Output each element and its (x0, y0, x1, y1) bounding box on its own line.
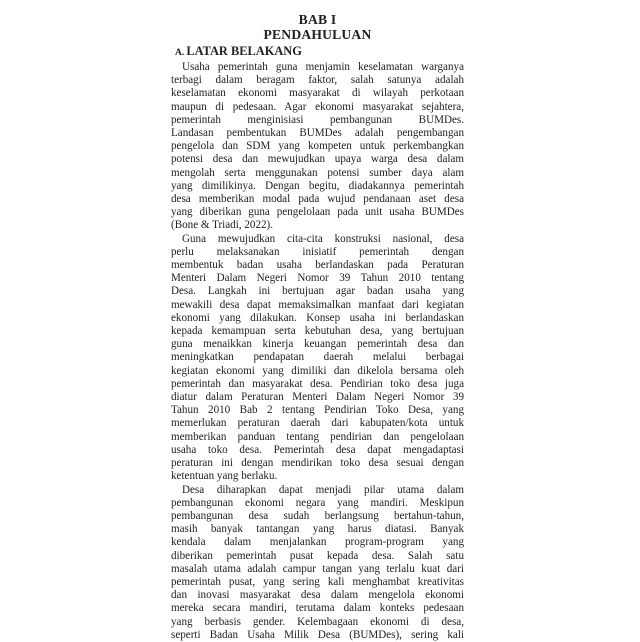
text-line: Landasan pembentukan BUMDes adalah pengembangan (171, 127, 464, 140)
text-line: yang diberikan guna pengelolaan pada unit usaha BUMDes (171, 206, 464, 219)
text-line: yang berbasis gender. Kelembagaan ekonomi di desa, (171, 615, 464, 628)
paragraph (171, 484, 464, 642)
section-heading (171, 45, 464, 59)
section-title: LATAR BELAKANG (186, 44, 302, 58)
text-line: pembangunan desa sudah berlangsung bertahun-tahun, (171, 509, 464, 522)
text-line: pemerintah menginisiasi pembangunan BUMDes. (171, 113, 464, 126)
text-line: memberikan panduan tentang pendirian dan pengelolaan (171, 430, 464, 443)
text-line: ekonomi yang dilakukan. Konsep usaha ini berlandaskan (171, 311, 464, 324)
text-line: diberikan pemerintah pusat kepada desa. Salah satu (171, 549, 464, 562)
text-line: pemerintah pusat, yang sering kali menghambat kreativitas (171, 575, 464, 588)
text-line: desa memberikan modal pada wujud pendanaan aset desa (171, 193, 464, 206)
text-line: mewakili desa dapat memaksimalkan manfaat dari kegiatan (171, 298, 464, 311)
section-label: A. (175, 47, 185, 58)
text-line: perlu melaksanakan inisiatif pemerintah dengan (171, 245, 464, 258)
text-line: Guna mewujudkan cita-cita konstruksi nasional, desa (182, 232, 464, 245)
text-line: Usaha pemerintah guna menjamin keselamatan warganya (182, 61, 464, 73)
text-line: memerlukan peraturan daerah dari kabupaten/kota untuk (171, 417, 464, 430)
text-line: Menteri Dalam Negeri Nomor 39 Tahun 2010 tentang (171, 272, 464, 285)
text-line: kegiatan ekonomi yang dimiliki dan dikelola bersama oleh (171, 364, 464, 377)
text-line: masalah utama adalah campur tangan yang terlalu kuat dari (171, 562, 464, 575)
text-line: pemerintah dan masyarakat desa. Pendirian toko desa juga (171, 377, 464, 390)
chapter-number: BAB I (298, 12, 337, 27)
text-line: masih banyak tantangan yang harus diatasi. Banyak (171, 523, 464, 536)
text-line: yang dimilikinya. Dengan begitu, diadakannya pemerintah (171, 179, 464, 192)
text-line: ketentuan yang berlaku. (171, 470, 278, 483)
text-line: peraturan ini dengan mendirikan toko desa sesuai dengan (171, 457, 464, 470)
text-line: potensi desa dan mewujudkan upaya warga desa dalam (171, 153, 464, 166)
text-line: meningkatkan pendapatan daerah melalui berbagai (171, 351, 464, 364)
paragraph (171, 61, 464, 233)
chapter-title: PENDAHULUAN (263, 27, 372, 42)
text-line: Desa diharapkan dapat menjadi pilar utama dalam (182, 483, 464, 496)
text-line: pembangunan ekonomi negara yang mandiri. Meskipun (171, 496, 464, 509)
text-line: (Bone & Triadi, 2022). (171, 219, 274, 232)
text-line: maupun di pedesaan. Agar ekonomi masyarakat sejahtera, (171, 100, 464, 113)
paragraphs (171, 61, 464, 642)
paragraph (171, 233, 464, 484)
text-line: kendala dalam menjalankan program-program yang (171, 536, 464, 549)
text-line: kepada kemampuan serta kebutuhan desa, yang bertujuan (171, 325, 464, 338)
text-line: Tahun 2010 Bab 2 tentang Pendirian Toko Desa, yang (171, 404, 464, 417)
text-line: seperti Badan Usaha Milik Desa (BUMDes), sering kali (171, 628, 464, 641)
text-line: Desa. Langkah ini bertujuan agar badan usaha yang (171, 285, 464, 298)
text-line: usaha toko desa. Pemerintah desa dapat mengadaptasi (171, 443, 464, 456)
text-line: guna menaikkan kinerja keuangan pemerintah desa dan (171, 338, 464, 351)
text-line: pengelola dan SDM yang kompeten untuk perkembangkan (171, 140, 464, 153)
text-line: mereka secara mandiri, terutama dalam konteks pedesaan (171, 602, 464, 615)
text-line: mengolah serta menggunakan potensi sumber daya alam (171, 166, 464, 179)
text-line: membentuk badan usaha berlandaskan pada Peraturan (171, 259, 464, 272)
text-line: keselamatan ekonomi masyarakat di wilayah perkotaan (171, 87, 464, 100)
text-line: dan inovasi masyarakat desa dalam mengelola ekonomi (171, 589, 464, 602)
text-line: terbagi dalam beragam faktor, salah satunya adalah (171, 74, 464, 87)
text-line: diatur dalam Peraturan Menteri Dalam Negeri Nomor 39 (171, 391, 464, 404)
document-page (171, 12, 464, 642)
